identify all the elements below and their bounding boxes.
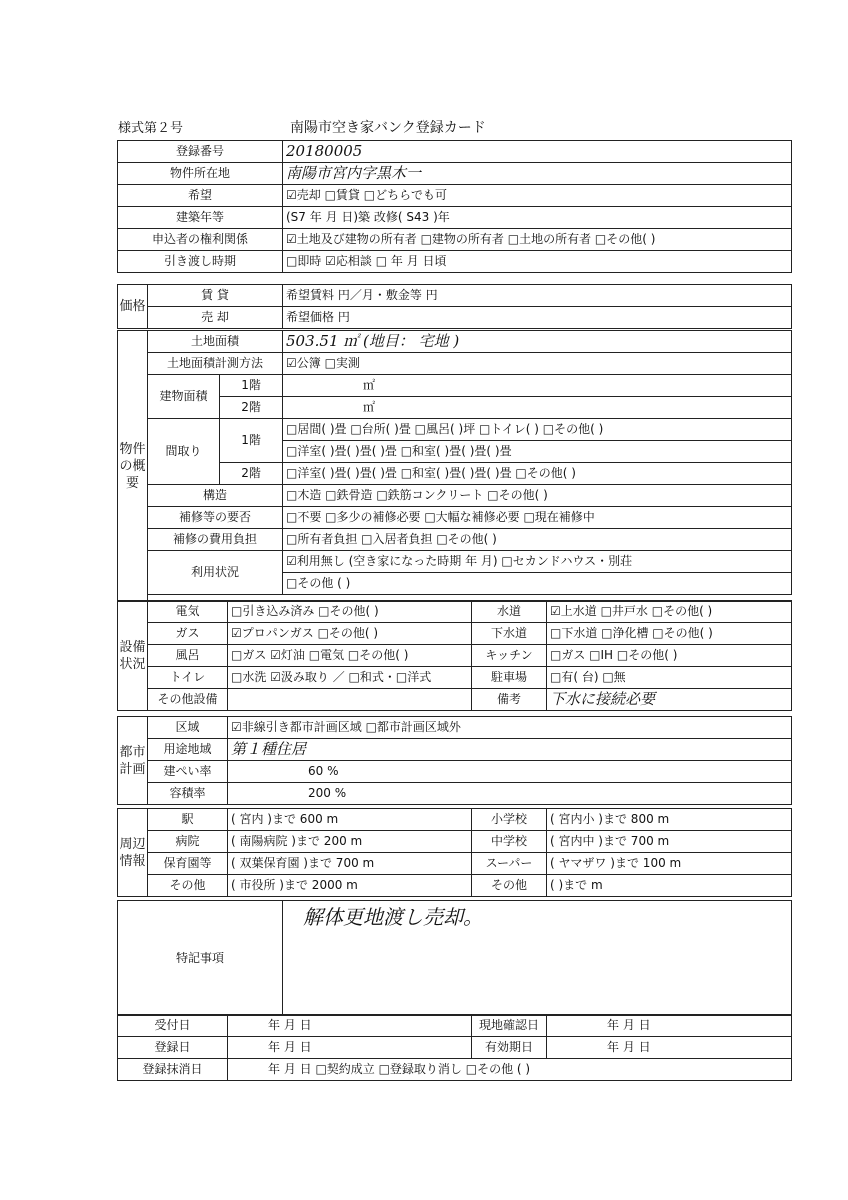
water-value: ☑上水道 □井戸水 □その他( ) [547,601,792,623]
received-label: 受付日 [118,1015,228,1037]
nursery-label: 保育園等 [148,853,228,875]
usage-value-1: ☑利用無し (空き家になった時期 年 月) □セカンドハウス・別荘 [283,551,792,573]
layout-floor2-row: □洋室( )畳( )畳( )畳 □和室( )畳( )畳( )畳 □その他( ) [283,463,792,485]
layout-floor1-row-b: □洋室( )畳( )畳( )畳 □和室( )畳( )畳( )畳 [283,441,792,463]
station-label: 駅 [148,809,228,831]
overview-section-label: 物件の概要 [118,331,148,602]
toilet-value: □水洗 ☑汲み取り ／ □和式・□洋式 [228,667,472,689]
water-label: 水道 [472,601,547,623]
use-zone-value: 第１種住居 [228,739,792,761]
gas-value: ☑プロパンガス □その他( ) [228,623,472,645]
nursery-value: ( 双葉保育園 )まで 700 m [228,853,472,875]
other-equipment-value [228,689,472,711]
floor2-label: 2階 [220,397,283,419]
use-zone-label: 用途地域 [148,739,228,761]
sewer-value: □下水道 □浄化槽 □その他( ) [547,623,792,645]
zone-value: ☑非線引き都市計画区域 □都市計画区域外 [228,717,792,739]
floor-area-label: 建物面積 [148,375,220,419]
layout-floor2-label: 2階 [220,463,283,485]
repair-need-label: 補修等の要否 [148,507,283,529]
repair-cost-label: 補修の費用負担 [148,529,283,551]
facilities-table [117,600,792,711]
other-equipment-label: その他設備 [148,689,228,711]
built-label: 建築年等 [118,207,283,229]
bcr-value: 60 % [228,761,792,783]
registered-label: 登録日 [118,1037,228,1059]
cancel-label: 登録抹消日 [118,1059,228,1081]
basic-info-table [117,140,792,273]
usage-value-2: □その他 ( ) [283,573,792,595]
floor1-label: 1階 [220,375,283,397]
rights-label: 申込者の権利関係 [118,229,283,251]
price-table [117,284,792,329]
layout-label: 間取り [148,419,220,485]
wish-label: 希望 [118,185,283,207]
reg-no-value: 20180005 [283,141,792,163]
handover-label: 引き渡し時期 [118,251,283,273]
city-plan-section-label: 都市計画 [118,717,148,805]
repair-need-value: □不要 □多少の補修必要 □大幅な補修必要 □現在補修中 [283,507,792,529]
notes-value: 解体更地渡し売却。 [283,901,792,1016]
dates-table [117,1014,792,1081]
bath-value: □ガス ☑灯油 □電気 □その他( ) [228,645,472,667]
hospital-value: ( 南陽病院 )まで 200 m [228,831,472,853]
gas-label: ガス [148,623,228,645]
handover-value: □即時 ☑応相談 □ 年 月 日頃 [283,251,792,273]
surroundings-section-label: 周辺情報 [118,809,148,897]
parking-value: □有( 台) □無 [547,667,792,689]
registered-value: 年 月 日 [228,1037,472,1059]
location-value: 南陽市宮内字黒木一 [283,163,792,185]
built-value: (S7 年 月 日)築 改修( S43 )年 [283,207,792,229]
other-place2-label: その他 [472,875,547,897]
junior-school-value: ( 宮内中 )まで 700 m [547,831,792,853]
form-title: 南陽市空き家バンク登録カード [290,120,486,136]
reg-no-label: 登録番号 [118,141,283,163]
elec-label: 電気 [148,601,228,623]
surroundings-table [117,808,792,897]
other-place-label: その他 [148,875,228,897]
remarks-value: 下水に接続必要 [547,689,792,711]
price-section-label: 価格 [118,285,148,329]
valid-label: 有効期日 [472,1037,547,1059]
structure-value: □木造 □鉄骨造 □鉄筋コンクリート □その他( ) [283,485,792,507]
bcr-label: 建ぺい率 [148,761,228,783]
wish-value: ☑売却 □賃貸 □どちらでも可 [283,185,792,207]
station-value: ( 宮内 )まで 600 m [228,809,472,831]
bath-label: 風呂 [148,645,228,667]
supermarket-label: スーパー [472,853,547,875]
usage-label: 利用状況 [148,551,283,595]
elec-value: □引き込み済み □その他( ) [228,601,472,623]
land-area-value: 503.51 ㎡ (地目： 宅地 ) [283,331,792,353]
zone-label: 区域 [148,717,228,739]
floor2-area: ㎡ [283,397,792,419]
layout-floor1-label: 1階 [220,419,283,463]
sale-value: 希望価格 円 [283,307,792,329]
location-label: 物件所在地 [118,163,283,185]
land-area-label: 土地面積 [148,331,283,353]
sale-label: 売 却 [148,307,283,329]
far-value: 200 % [228,783,792,805]
toilet-label: トイレ [148,667,228,689]
other-place2-value: ( )まで m [547,875,792,897]
repair-cost-value: □所有者負担 □入居者負担 □その他( ) [283,529,792,551]
floor1-area: ㎡ [283,375,792,397]
city-plan-table [117,716,792,805]
valid-value: 年 月 日 [547,1037,792,1059]
other-place-value: ( 市役所 )まで 2000 m [228,875,472,897]
elem-school-label: 小学校 [472,809,547,831]
kitchen-value: □ガス □IH □その他( ) [547,645,792,667]
sewer-label: 下水道 [472,623,547,645]
far-label: 容積率 [148,783,228,805]
elem-school-value: ( 宮内小 )まで 800 m [547,809,792,831]
form-number: 様式第２号 [118,121,184,136]
overview-table [117,330,792,602]
rent-label: 賃 貸 [148,285,283,307]
supermarket-value: ( ヤマザワ )まで 100 m [547,853,792,875]
cancel-value: 年 月 日 □契約成立 □登録取り消し □その他 ( ) [228,1059,792,1081]
hospital-label: 病院 [148,831,228,853]
rights-value: ☑土地及び建物の所有者 □建物の所有者 □土地の所有者 □その他( ) [283,229,792,251]
facilities-section-label: 設備状況 [118,601,148,711]
parking-label: 駐車場 [472,667,547,689]
junior-school-label: 中学校 [472,831,547,853]
layout-floor1-row-a: □居間( )畳 □台所( )畳 □風呂( )坪 □トイレ( ) □その他( ) [283,419,792,441]
survey-label: 土地面積計測方法 [148,353,283,375]
kitchen-label: キッチン [472,645,547,667]
structure-label: 構造 [148,485,283,507]
site-check-value: 年 月 日 [547,1015,792,1037]
survey-value: ☑公簿 □実測 [283,353,792,375]
received-value: 年 月 日 [228,1015,472,1037]
notes-label: 特記事項 [118,901,283,1016]
site-check-label: 現地確認日 [472,1015,547,1037]
remarks-label: 備考 [472,689,547,711]
rent-value: 希望賃料 円／月・敷金等 円 [283,285,792,307]
notes-table [117,900,792,1016]
